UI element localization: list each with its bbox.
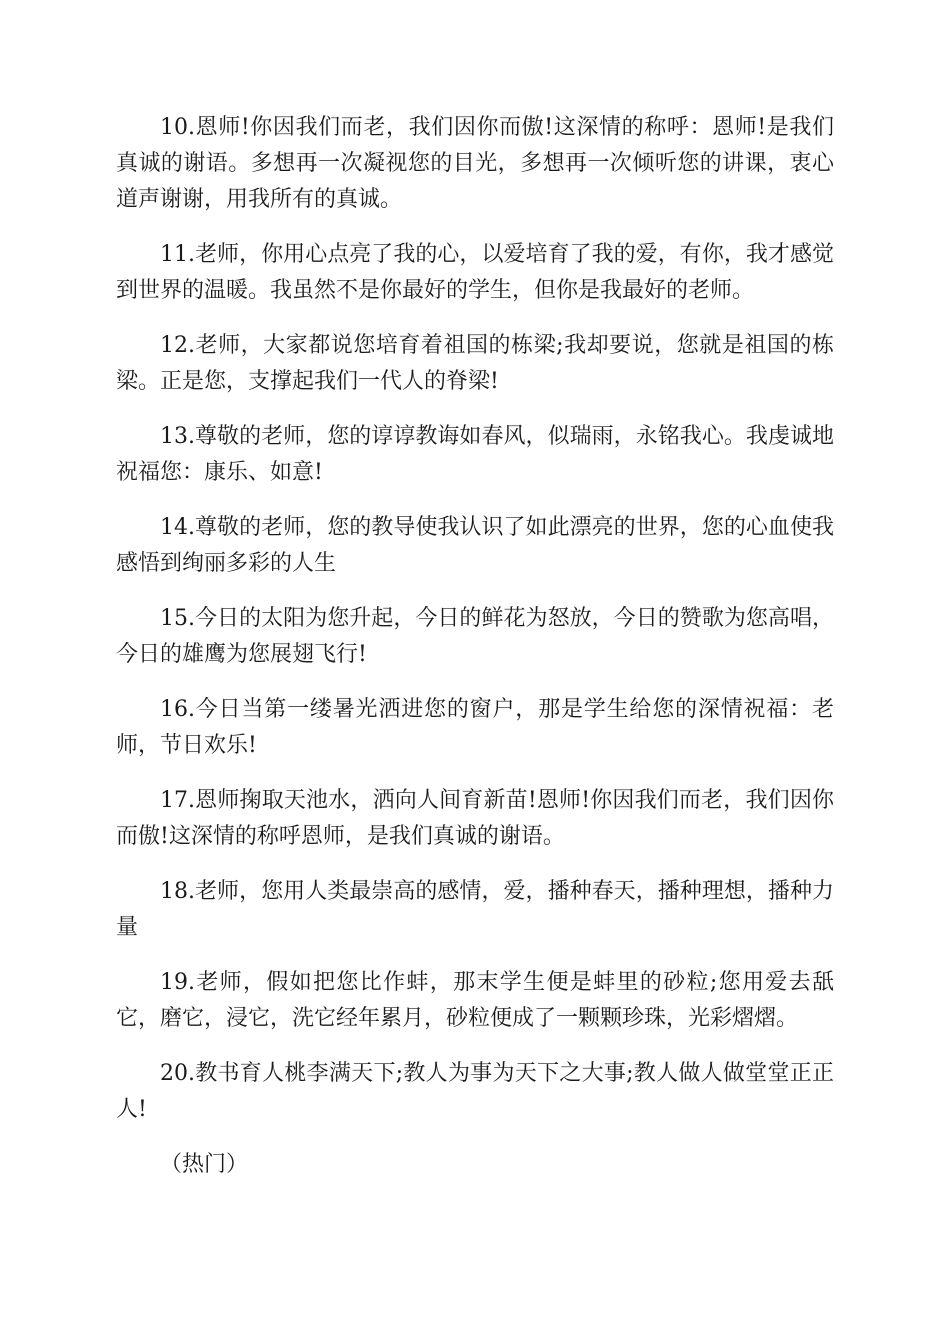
- paragraph-13: 13.尊敬的老师，您的谆谆教诲如春风，似瑞雨，永铭我心。我虔诚地祝福您：康乐、如意!: [116, 424, 834, 485]
- hot-label: （热门）: [160, 1152, 249, 1177]
- paragraph-16: 16.今日当第一缕暑光洒进您的窗户，那是学生给您的深情祝福：老师，节日欢乐!: [116, 697, 834, 758]
- paragraph-20: 20.教书育人桃李满天下;教人为事为天下之大事;教人做人做堂堂正正人!: [116, 1061, 834, 1122]
- paragraph-14: 14.尊敬的老师，您的教导使我认识了如此漂亮的世界，您的心血使我感悟到绚丽多彩的人生: [116, 515, 834, 576]
- paragraph-12: 12.老师，大家都说您培育着祖国的栋梁;我却要说，您就是祖国的栋梁。正是您，支撑起我们一代人的脊梁!: [116, 333, 834, 394]
- paragraph-19: 19.老师，假如把您比作蚌，那末学生便是蚌里的砂粒;您用爱去舐它，磨它，浸它，洗它经年累月，砂粒便成了一颗颗珍珠，光彩熠熠。: [116, 970, 834, 1031]
- paragraph-17: 17.恩师掬取天池水，洒向人间育新苗!恩师!你因我们而老，我们因你而傲!这深情的称呼恩师，是我们真诚的谢语。: [116, 788, 834, 849]
- paragraph-11: 11.老师，你用心点亮了我的心，以爱培育了我的爱，有你，我才感觉到世界的温暖。我虽然不是你最好的学生，但你是我最好的老师。: [116, 242, 834, 303]
- paragraph-10: 10.恩师!你因我们而老，我们因你而傲!这深情的称呼：恩师!是我们真诚的谢语。多想再一次凝视您的目光，多想再一次倾听您的讲课，衷心道声谢谢，用我所有的真诚。: [116, 115, 834, 212]
- document-body: [116, 110, 834, 1183]
- paragraph-15: 15.今日的太阳为您升起，今日的鲜花为怒放，今日的赞歌为您高唱，今日的雄鹰为您展翅飞行!: [116, 606, 834, 667]
- paragraph-18: 18.老师，您用人类最崇高的感情，爱，播种春天，播种理想，播种力量: [116, 879, 834, 940]
